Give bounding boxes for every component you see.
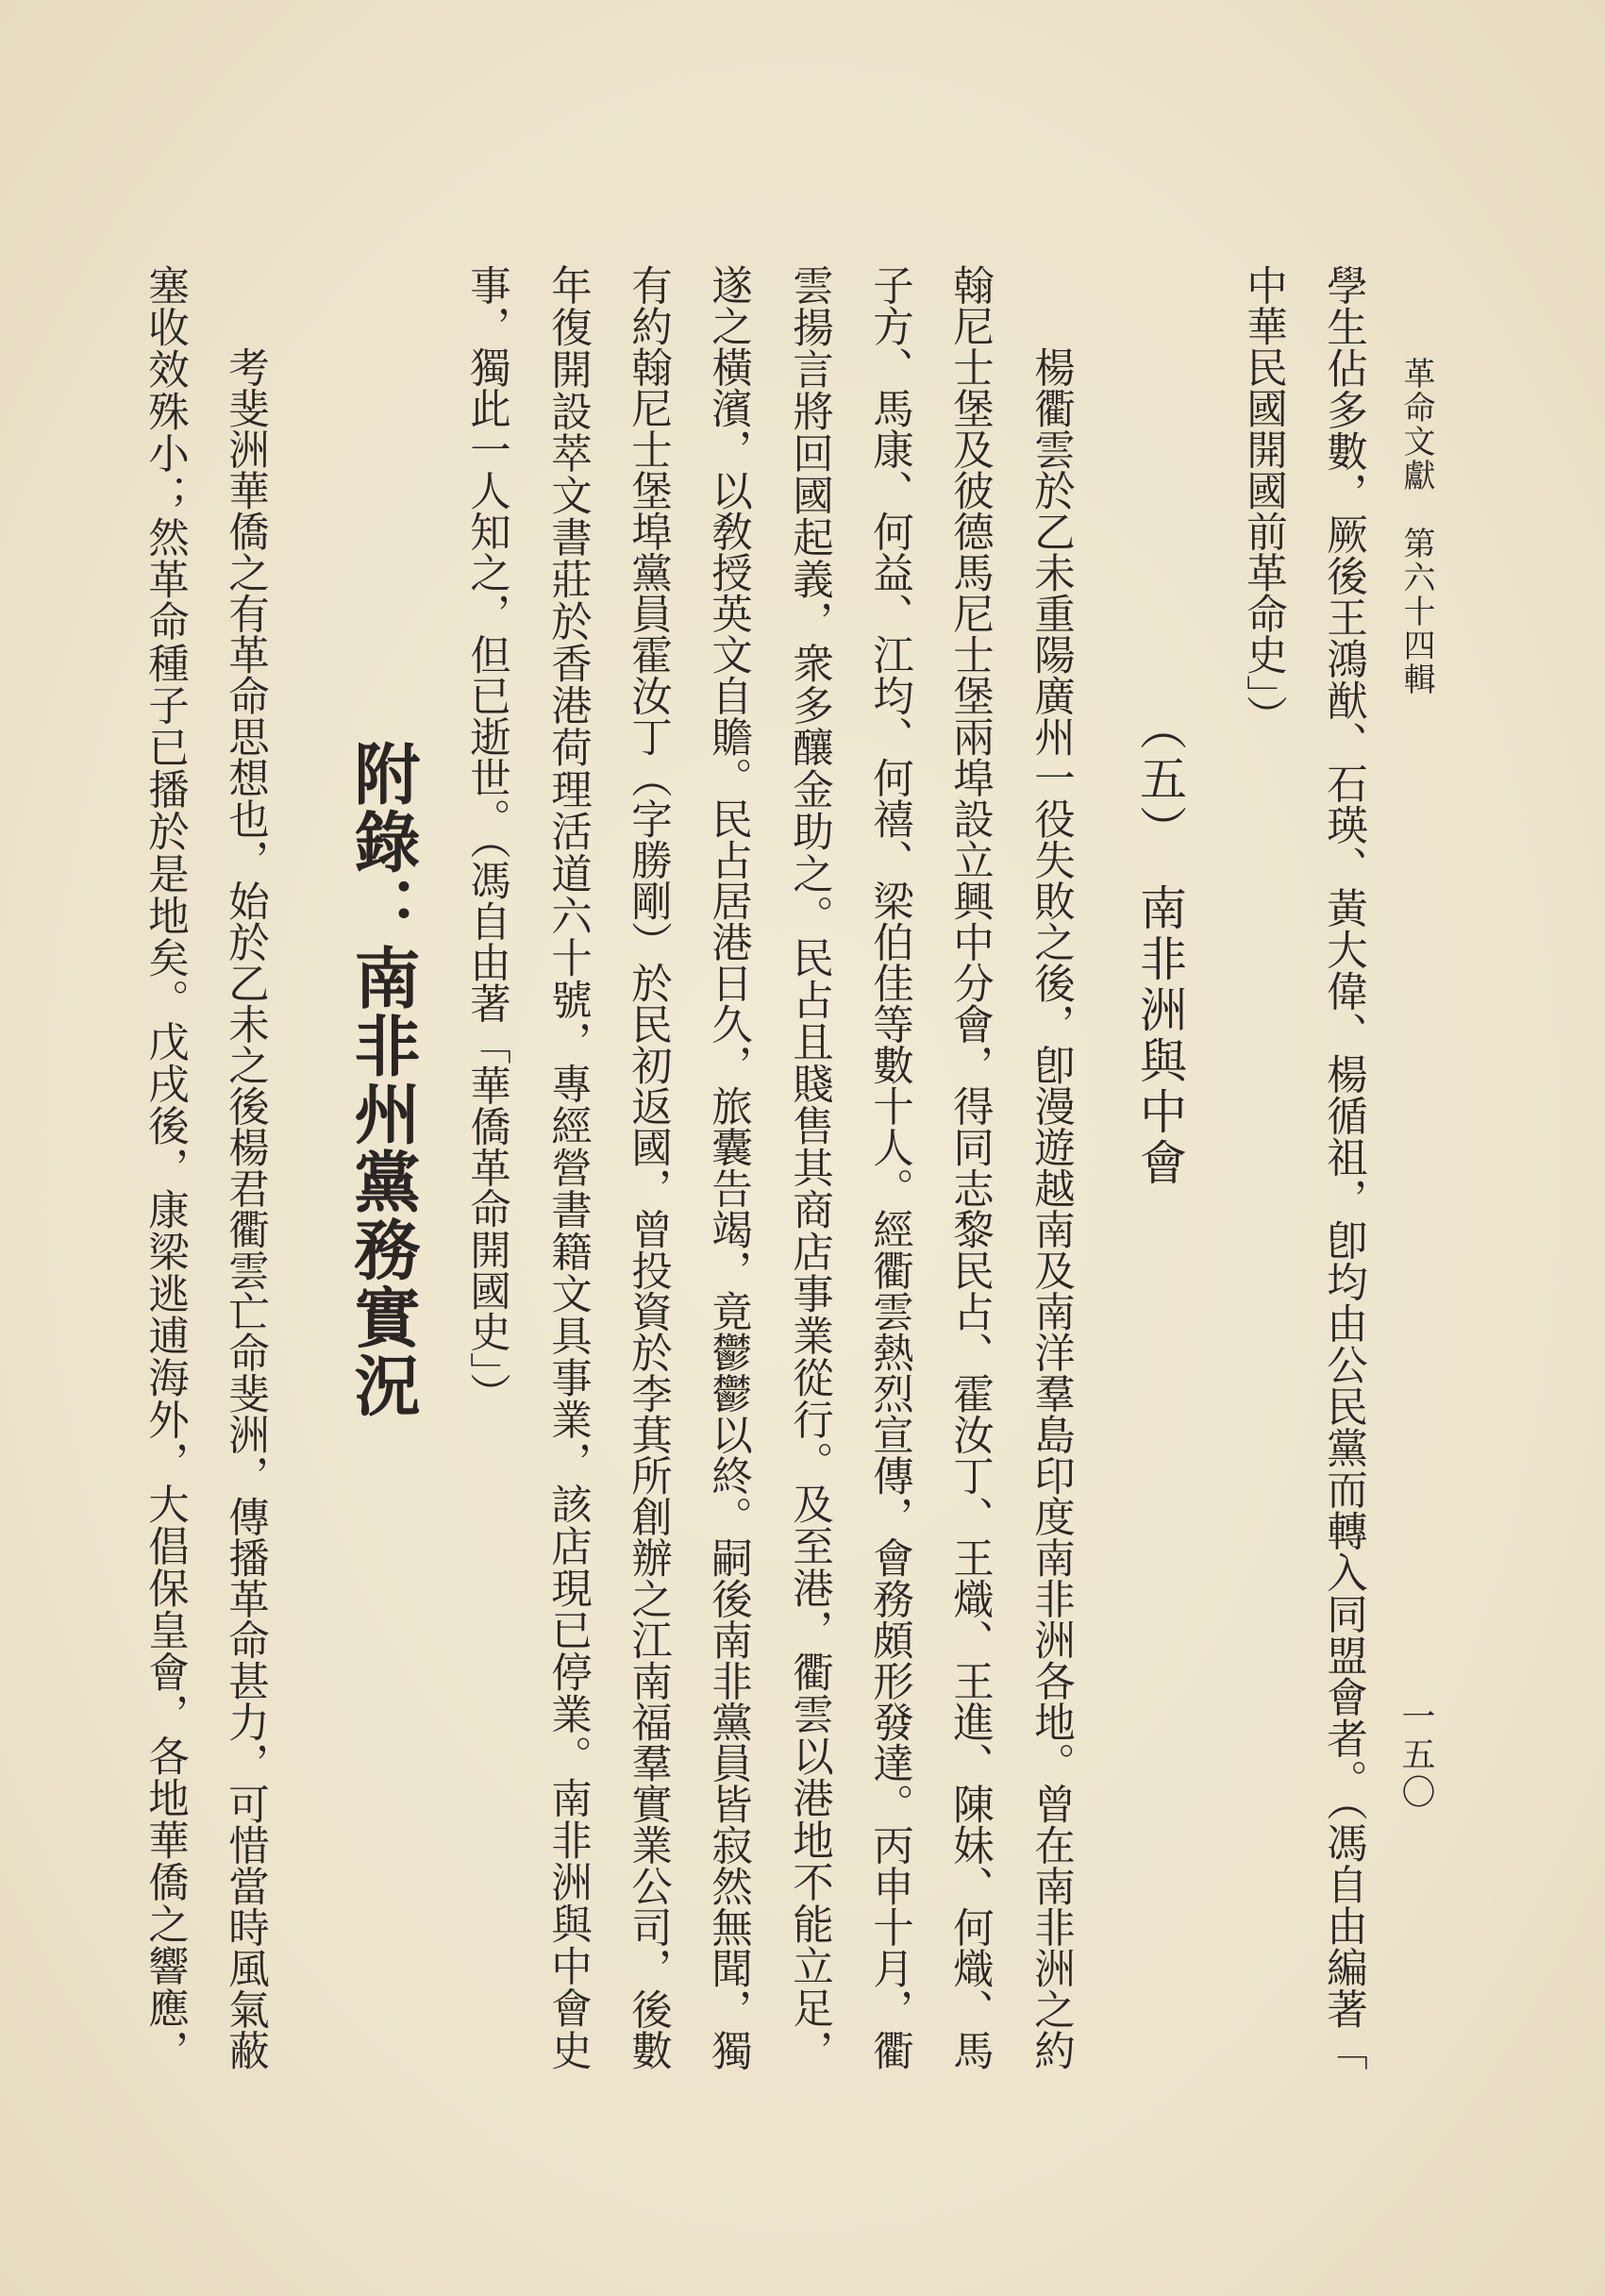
text-column: 學生佔多數，厥後王鴻猷、石瑛、黃大偉、楊循祖，卽均由公民黨而轉入同盟會者。（馮自由編著「	[1320, 264, 1367, 2070]
appendix-heading: 附錄：南非州黨務實況	[343, 740, 422, 1419]
text-column: 雲揚言將回國起義，衆多釀金助之。民占且賤售其商店事業從行。及至港，衢雲以港地不能立足，	[786, 264, 833, 2070]
text-column: 翰尼士堡及彼德馬尼士堡兩埠設立興中分會，得同志黎民占、霍汝丁、王熾、王進、陳妹、何熾、馬	[946, 264, 994, 2070]
page-number: 一五〇	[1396, 1699, 1435, 1812]
text-column: 楊衢雲於乙未重陽廣州一役失敗之後，卽漫遊越南及南洋羣島印度南非洲各地。曾在南非洲之約	[1028, 346, 1075, 2070]
text-column: 考斐洲華僑之有革命思想也，始於乙未之後楊君衢雲亡命斐洲，傳播革命甚力，可惜當時風氣蔽	[222, 346, 269, 2070]
text-column: 子方、馬康、何益、江均、何禧、梁伯佳等數十人。經衢雲熱烈宣傳，會務頗形發達。丙申十月，衢	[866, 264, 913, 2070]
text-column: 塞收效殊小；然革命種子已播於是地矣。戊戌後，康梁逃逋海外，大倡保皇會，各地華僑之響應，	[142, 264, 189, 2070]
running-header: 革命文獻 第六十四輯	[1397, 357, 1435, 696]
section-heading: （五） 南非洲與中會	[1132, 703, 1187, 1189]
text-column: 事，獨此一人知之，但已逝世。（馮自由著「華僑革命開國史」）	[463, 264, 510, 1414]
text-column: 遂之橫濱，以敎授英文自贍。民占居港日久，旅囊告竭，竟鬱鬱以終。嗣後南非黨員皆寂然無聞，獨	[705, 264, 752, 2070]
text-column: 年復開設萃文書莊於香港荷理活道六十號，專經營書籍文具事業，該店現已停業。南非洲與中會史	[544, 264, 592, 2070]
text-column: 中華民國開國前革命史」）	[1240, 264, 1287, 737]
text-column: 有約翰尼士堡埠黨員霍汝丁（字勝剛）於民初返國，曾投資於李萁所創辦之江南福羣實業公司，後數	[625, 264, 672, 2070]
